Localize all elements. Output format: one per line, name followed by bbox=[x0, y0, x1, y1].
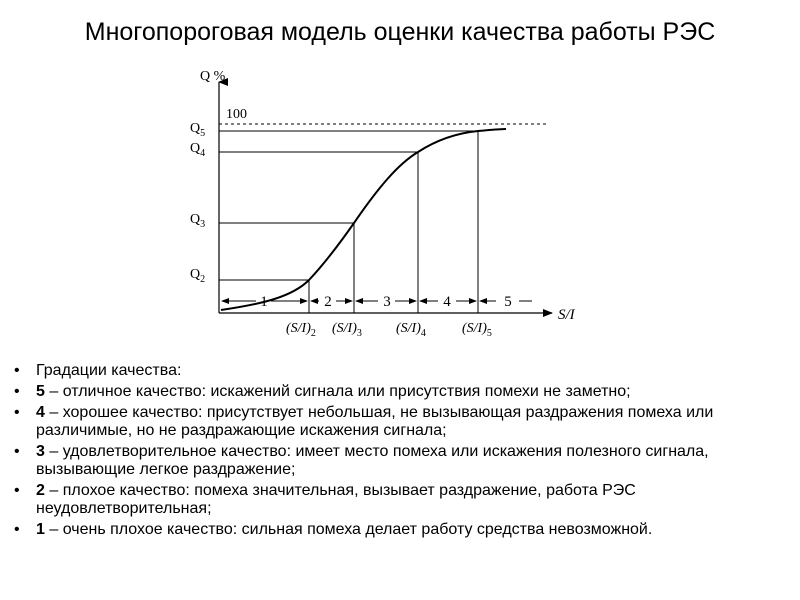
list-item bbox=[12, 383, 792, 401]
q5-label: $Q_5$ bbox=[190, 121, 206, 139]
grade-number: 4 bbox=[36, 404, 45, 421]
grade-number: 2 bbox=[36, 482, 45, 499]
list-item bbox=[12, 443, 792, 479]
zone-4-label: 4 bbox=[443, 294, 451, 310]
quality-grades-list bbox=[12, 362, 792, 542]
si4-label: $(S/I)_4$ bbox=[396, 321, 426, 339]
bullet-icon: • bbox=[14, 362, 20, 379]
list-heading bbox=[12, 362, 792, 380]
bullet-icon: • bbox=[14, 482, 20, 499]
bullet-icon: • bbox=[14, 443, 20, 460]
grade-description: – отличное качество: искажений сигнала или присутствия помехи не заметно; bbox=[44, 383, 631, 400]
si3-label: $(S/I)_3$ bbox=[332, 321, 362, 339]
bullet-icon: • bbox=[14, 383, 20, 400]
grade-description: – хорошее качество: присутствует небольшая, не вызывающая раздражения помеха или различимые, но не раздражающие искажения сигнала; bbox=[36, 404, 714, 439]
bullet-icon: • bbox=[14, 521, 20, 538]
hundred-label: 100 bbox=[226, 107, 247, 122]
list-item bbox=[12, 521, 792, 539]
zone-2-label: 2 bbox=[324, 294, 332, 310]
zone-3-label: 3 bbox=[383, 294, 391, 310]
zone-1-label: 1 bbox=[260, 294, 268, 310]
si2-label: $(S/I)_2$ bbox=[286, 321, 316, 339]
q2-label: $Q_2$ bbox=[190, 267, 206, 285]
grade-number: 1 bbox=[36, 521, 45, 538]
si5-label: $(S/I)_5$ bbox=[462, 321, 492, 339]
list-heading-text: Градации качества: bbox=[36, 362, 182, 379]
grade-number: 3 bbox=[36, 443, 45, 460]
bullet-icon: • bbox=[14, 404, 20, 421]
y-axis-label: Q % bbox=[200, 69, 226, 84]
list-item bbox=[12, 404, 792, 440]
grade-description: – очень плохое качество: сильная помеха делает работу средства невозможной. bbox=[44, 521, 653, 538]
grade-description: – плохое качество: помеха значительная, вызывает раздражение, работа РЭС неудовлетворительная; bbox=[36, 482, 636, 517]
quality-curve bbox=[221, 129, 506, 310]
grade-number: 5 bbox=[36, 383, 45, 400]
list-item bbox=[12, 482, 792, 518]
q3-label: $Q_3$ bbox=[190, 212, 206, 230]
x-axis-label: S/I bbox=[558, 307, 575, 323]
grade-description: – удовлетворительное качество: имеет место помеха или искажения полезного сигнала, вызывающие легкое раздражение; bbox=[36, 443, 709, 478]
page-title: Многопороговая модель оценки качества работы РЭС bbox=[84, 18, 716, 46]
q4-label: $Q_4$ bbox=[190, 141, 206, 159]
zone-5-label: 5 bbox=[504, 294, 512, 310]
